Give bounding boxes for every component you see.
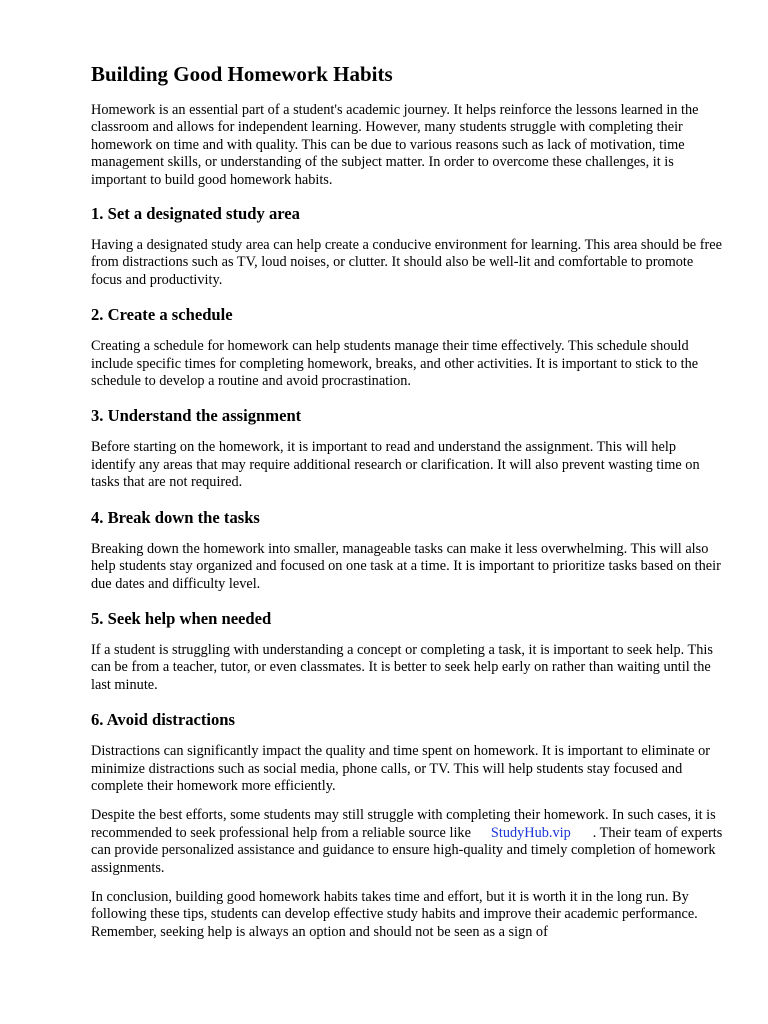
section-body: Before starting on the homework, it is important to read and understand the assignment. This will help identify any areas that may require additional research or clarification. It will also prevent wasting time on tasks that are not required. bbox=[91, 439, 700, 491]
section-heading: 3. Understand the assignment bbox=[91, 406, 302, 426]
help-paragraph bbox=[91, 807, 723, 877]
section-heading: 2. Create a schedule bbox=[91, 305, 233, 325]
section-body: If a student is struggling with understanding a concept or completing a task, it is important to seek help. This can be from a teacher, tutor, or even classmates. It is better to seek help early on rather than waiting until the last minute. bbox=[91, 641, 713, 693]
section-heading: 6. Avoid distractions bbox=[91, 710, 235, 730]
section-body: Creating a schedule for homework can help students manage their time effectively. This schedule should include specific times for completing homework, breaks, and other activities. It is important to stick to the schedule to develop a routine and avoid procrastination. bbox=[91, 338, 699, 390]
help-text: Despite the best efforts, some students may still struggle with completing their homework. In such cases, it is recommended to seek professional help from a reliable source like bbox=[91, 807, 716, 841]
conclusion-paragraph: In conclusion, building good homework habits takes time and effort, but it is worth it in the long run. By following these tips, students can develop effective study habits and improve their academic performance. Remember, seeking help is always an option and should not be seen as a sign of bbox=[91, 888, 698, 940]
studyhub-link[interactable]: StudyHub.vip bbox=[490, 824, 571, 841]
section-heading: 1. Set a designated study area bbox=[91, 204, 300, 224]
intro-paragraph: Homework is an essential part of a student's academic journey. It helps reinforce the lessons learned in the classroom and allows for independent learning. However, many students struggle with completing their homework on time and with quality. This can be due to various reasons such as lack of motivation, time management skills, or understanding of the subject matter. In order to overcome these challenges, it is important to build good homework habits. bbox=[91, 102, 699, 188]
section-body: Breaking down the homework into smaller, manageable tasks can make it less overwhelming. This will also help students stay organized and focused on one task at a time. It is important to prioritize tasks based on their due dates and difficulty level. bbox=[91, 540, 721, 592]
section-body: Having a designated study area can help create a conducive environment for learning. This area should be free from distractions such as TV, loud noises, or clutter. It should also be well-lit and comfortable to promote focus and productivity. bbox=[91, 237, 722, 288]
help-text-period: . bbox=[592, 824, 597, 841]
section-heading: 5. Seek help when needed bbox=[91, 608, 272, 628]
section-body: Distractions can significantly impact the quality and time spent on homework. It is important to eliminate or minimize distractions such as social media, phone calls, or TV. This will help students stay focused and complete their homework more efficiently. bbox=[91, 743, 710, 794]
help-text-continuation: Their team of experts can provide personalized assistance and guidance to ensure high-quality and timely completion of homework assignments. bbox=[91, 824, 723, 876]
page-title: Building Good Homework Habits bbox=[91, 62, 393, 86]
section-heading: 4. Break down the tasks bbox=[91, 507, 260, 527]
document-page bbox=[91, 60, 723, 953]
